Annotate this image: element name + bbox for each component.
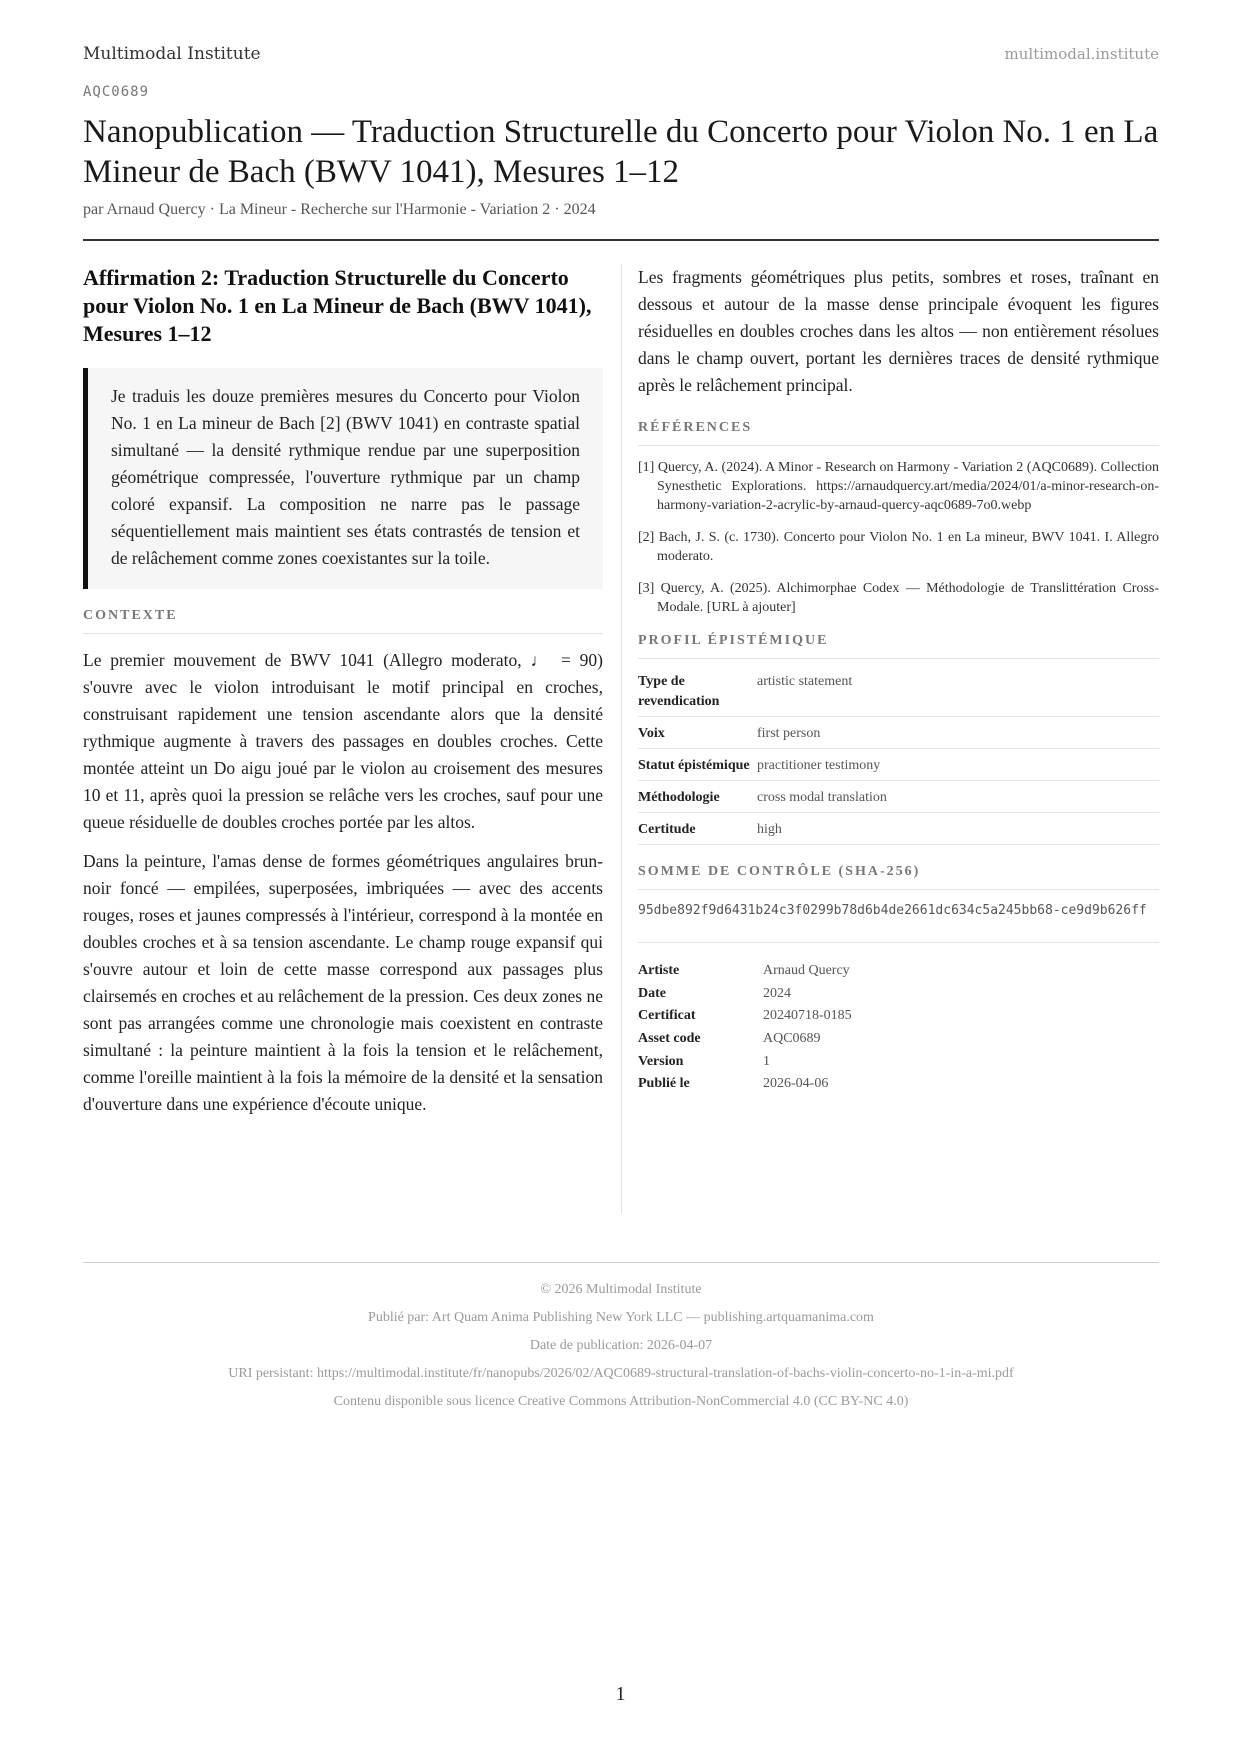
institute-name: Multimodal Institute xyxy=(83,44,261,64)
page-number: 1 xyxy=(615,1683,626,1705)
reference-item: [1] Quercy, A. (2024). A Minor - Research on Harmony - Variation 2 (AQC0689). Collection Synesthetic Explorations. https://arnaudquercy.art/media/2024/01/a-minor-research-on-harmony-variation-2-acrylic-by-arnaud-quercy-aqc0689-7o0.webp xyxy=(638,460,1159,513)
epistemic-value: practitioner testimony xyxy=(757,758,881,773)
page-title: Nanopublication — Traduction Structurelle du Concerto pour Violon No. 1 en La Mineur de Bach (BWV 1041), Mesures 1–12 xyxy=(83,114,1159,190)
footer-license: Contenu disponible sous licence Creative Commons Attribution-NonCommercial 4.0 (CC BY-NC 4.0) xyxy=(333,1394,909,1409)
context-paragraph: Le premier mouvement de BWV 1041 (Allegro moderato, ♩ = 90) s'ouvre avec le violon introduisant le motif principal en croches, construisant rapidement une tension ascendante alors que la densité rythmique augmente à travers des passages en doubles croches. Cette montée atteint un Do aigu joué par le violon au croisement des mesures 10 et 11, après quoi la pression se relâche vers les croches, sauf pour une queue résiduelle de doubles croches portée par les altos. xyxy=(83,650,603,832)
intro-paragraph: Les fragments géométriques plus petits, sombres et roses, traînant en dessous et autour de la masse dense principale évoquent les figures résiduelles en doubles croches dans les altos — non entièrement résolues dans le champ ouvert, portant les dernières traces de densité rythmique après le relâchement principal. xyxy=(638,267,1159,395)
epistemic-value: artistic statement xyxy=(757,674,853,689)
footer-publisher: Publié par: Art Quam Anima Publishing New York LLC — publishing.artquamanima.com xyxy=(368,1310,874,1325)
metadata-key: Version xyxy=(638,1053,684,1069)
metadata-value: AQC0689 xyxy=(763,1031,821,1047)
metadata-row xyxy=(638,1050,1159,1073)
metadata-value: 20240718-0185 xyxy=(763,1008,852,1024)
footer-pub-date: Date de publication: 2026-04-07 xyxy=(529,1338,713,1353)
reference-item: [2] Bach, J. S. (c. 1730). Concerto pour Violon No. 1 en La mineur, BWV 1041. I. Allegro moderato. xyxy=(638,530,1159,564)
metadata-key: Date xyxy=(638,985,666,1001)
institute-site[interactable]: multimodal.institute xyxy=(1004,45,1159,63)
references-list xyxy=(638,458,1159,617)
right-column xyxy=(638,264,1159,1096)
metadata-key: Artiste xyxy=(638,963,680,979)
claim-title: Affirmation 2: Traduction Structurelle du Concerto pour Violon No. 1 en La Mineur de Bach (BWV 1041), Mesures 1–12 xyxy=(83,265,592,346)
metadata-row xyxy=(638,960,1159,983)
context-heading: CONTEXTE xyxy=(83,608,603,634)
metadata-value: 1 xyxy=(763,1053,770,1069)
epistemic-value: high xyxy=(757,822,782,837)
footer-uri: URI persistant: https://multimodal.institute/fr/nanopubs/2026/02/AQC0689-structural-translation-of-bachs-violin-concerto-no-1-in-a-mi.pdf xyxy=(228,1366,1014,1381)
page-header xyxy=(83,44,1159,64)
epistemic-key: Statut épistémique xyxy=(638,758,750,773)
epistemic-key: Méthodologie xyxy=(638,790,720,805)
epistemic-table xyxy=(638,665,1159,845)
column-divider xyxy=(621,264,622,1214)
epistemic-heading: PROFIL ÉPISTÉMIQUE xyxy=(638,633,1159,659)
checksum-heading: SOMME DE CONTRÔLE (SHA-256) xyxy=(638,864,1159,890)
metadata-value: 2026-04-06 xyxy=(763,1076,829,1092)
header-divider xyxy=(83,239,1159,241)
epistemic-key: Voix xyxy=(638,726,665,741)
epistemic-row xyxy=(638,665,1159,717)
context-paragraph: Dans la peinture, l'amas dense de formes géométriques angulaires brun-noir foncé — empilées, superposées, imbriquées — avec des accents rouges, roses et jaunes compressés à l'intérieur, correspond à la montée en doubles croches et à sa tension ascendante. Le champ rouge expansif qui s'ouvre autour et loin de cette masse correspond aux passages plus clairsemés en croches et au relâchement de la pression. Ces deux zones ne sont pas arrangées comme une chronologie mais coexistent en contraste simultané : la peinture maintient à la fois la tension et le relâchement, comme l'oreille maintient à la fois la mémoire de la densité et la sensation d'ouverture dans une expérience d'écoute unique. xyxy=(83,851,603,1114)
left-column xyxy=(83,264,603,1118)
metadata-row xyxy=(638,983,1159,1006)
metadata-table xyxy=(638,960,1159,1096)
checksum-value: 95dbe892f9d6431b24c3f0299b78d6b4de2661dc634c5a245bb68-ce9d9b626ff xyxy=(638,902,1159,943)
metadata-key: Publié le xyxy=(638,1076,690,1092)
metadata-value: 2024 xyxy=(763,985,791,1001)
reference-item: [3] Quercy, A. (2025). Alchimorphae Codex — Méthodologie de Translittération Cross-Modale. [URL à ajouter] xyxy=(638,581,1159,615)
metadata-row xyxy=(638,1005,1159,1028)
epistemic-value: cross modal translation xyxy=(757,790,887,805)
metadata-row xyxy=(638,1028,1159,1051)
epistemic-row xyxy=(638,781,1159,813)
footer-copyright: © 2026 Multimodal Institute xyxy=(540,1282,702,1297)
metadata-key: Asset code xyxy=(638,1031,701,1047)
epistemic-key: Type de revendication xyxy=(638,674,720,709)
metadata-value: Arnaud Quercy xyxy=(763,963,850,979)
epistemic-value: first person xyxy=(757,726,821,741)
byline: par Arnaud Quercy · La Mineur - Recherche sur l'Harmonie - Variation 2 · 2024 xyxy=(83,201,596,218)
asset-code: AQC0689 xyxy=(83,84,150,100)
epistemic-key: Certitude xyxy=(638,822,696,837)
epistemic-row xyxy=(638,749,1159,781)
page-footer xyxy=(83,1280,1159,1420)
epistemic-row xyxy=(638,717,1159,749)
references-heading: RÉFÉRENCES xyxy=(638,420,1159,446)
footer-divider xyxy=(83,1262,1159,1263)
metadata-key: Certificat xyxy=(638,1008,696,1024)
metadata-row xyxy=(638,1073,1159,1096)
epistemic-row xyxy=(638,813,1159,845)
claim-quote: Je traduis les douze premières mesures du Concerto pour Violon No. 1 en La mineur de Bach [2] (BWV 1041) en contraste spatial simultané — la densité rythmique rendue par une superposition géométrique compressée, l'ouverture rythmique par un champ coloré expansif. La composition ne narre pas le passage séquentiellement mais maintient ses états contrastés de tension et de relâchement comme zones coexistantes sur la toile. xyxy=(83,368,603,589)
